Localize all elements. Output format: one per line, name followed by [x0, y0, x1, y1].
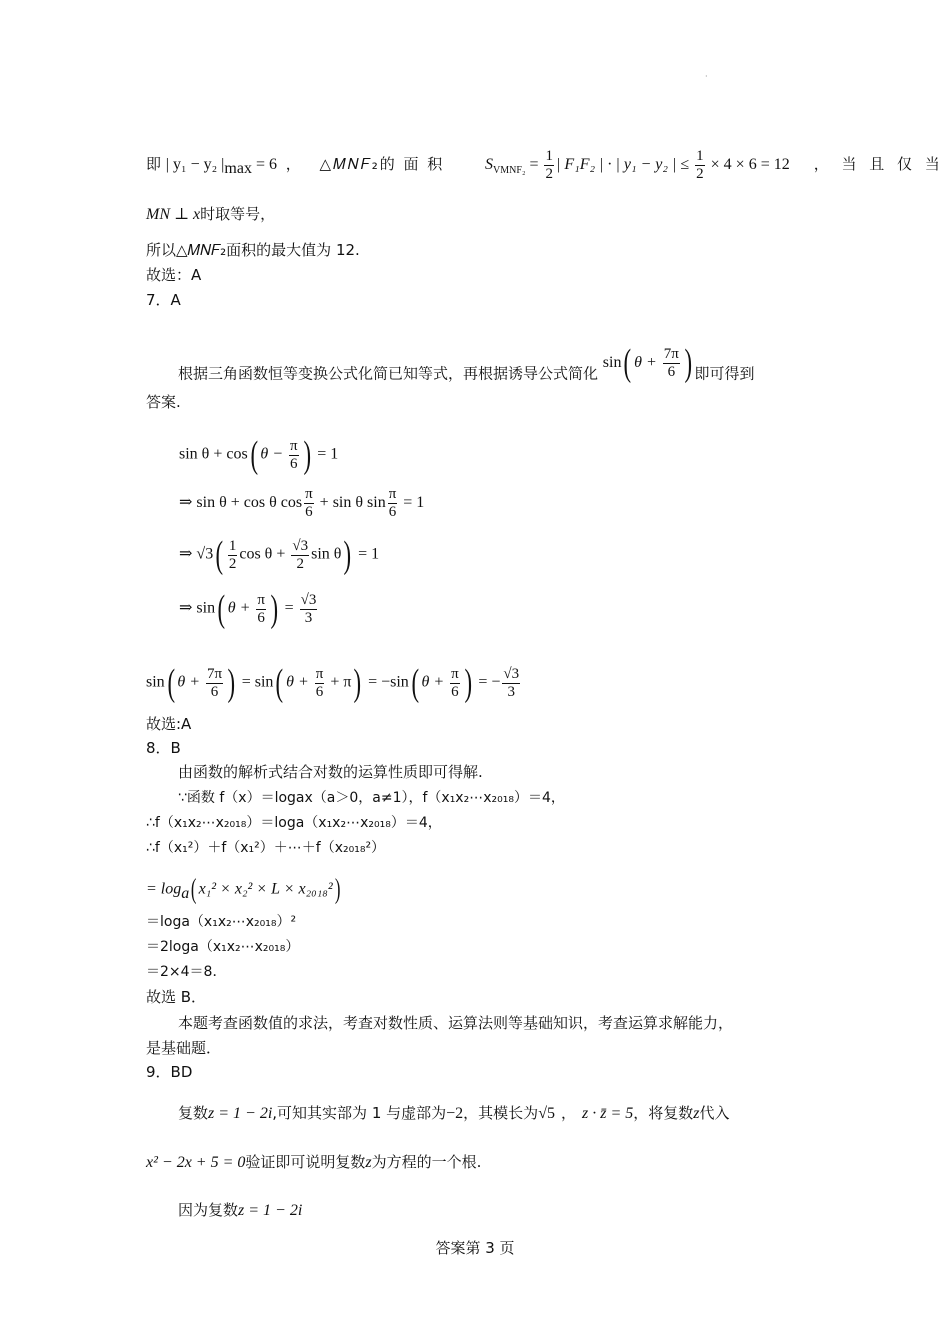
fraction — [228, 538, 238, 573]
line-q8-given: ∵函数 f（x）＝logax（a＞0，a≠1），f（x₁x₂⋯x₂₀₁₈）＝4， — [178, 790, 565, 806]
text: ，其模长为 — [463, 1104, 539, 1122]
z-var: z — [365, 1154, 372, 1171]
eq-text: + π — [326, 673, 352, 691]
area-end: × 4 × 6 = 12 — [706, 156, 790, 174]
fraction — [450, 666, 460, 701]
triangle-area-label: △𝑀𝑁𝐹₂的 面 积 — [319, 155, 445, 174]
frac-den: 2 — [296, 555, 304, 572]
frac-num: π — [305, 486, 313, 502]
frac-den: 2 — [696, 166, 704, 182]
eq-line-2 — [179, 486, 424, 521]
paren: ) — [334, 874, 341, 905]
paren: ) — [270, 588, 279, 630]
fraction — [289, 438, 299, 473]
paren: ) — [464, 662, 472, 704]
eq-sign: = — [525, 156, 543, 174]
area-s: S — [485, 156, 494, 174]
eq-text: = 1 — [313, 445, 339, 463]
text: 因为复数 — [178, 1201, 239, 1219]
paren: ) — [303, 434, 311, 476]
page-footer: 答案第 3 页 — [435, 1239, 515, 1257]
eq-text: sin θ — [311, 545, 342, 563]
frac-den: 6 — [210, 683, 219, 700]
line-q8-step5: ＝2loga（x₁x₂⋯x₂₀₁₈） — [146, 939, 300, 955]
log-arg: x₁² × x₂² × L × x₂₀₁₈² — [198, 880, 333, 898]
eq-line-1 — [179, 436, 338, 474]
frac-num: 1 — [228, 537, 237, 554]
line-q8-step4: ＝loga（x₁x₂⋯x₂₀₁₈）² — [146, 914, 297, 930]
line-answer-8: 故选 B． — [146, 988, 207, 1006]
question-7-heading: 7．A — [146, 291, 181, 309]
eq-text: + sin θ sin — [315, 494, 386, 512]
fraction — [256, 592, 266, 627]
text: 时取等号， — [200, 205, 276, 223]
frac-den: 6 — [305, 504, 313, 520]
sin-label: sin — [602, 353, 622, 371]
text-tail: ， 当 且 仅 当 — [813, 155, 944, 174]
text: 代入 — [699, 1104, 730, 1122]
fraction — [695, 148, 705, 183]
eq-text: = 1 — [354, 545, 380, 563]
eq-text: θ + — [286, 673, 313, 691]
paren: ( — [624, 342, 632, 384]
line-q8-step6: ＝2×4＝8． — [146, 964, 227, 980]
paren: ( — [215, 534, 224, 576]
line-conclusion: 所以△𝑀𝑁𝐹₂面积的最大值为 12. — [146, 241, 360, 259]
frac-den: 2 — [545, 166, 553, 182]
paren: ( — [250, 434, 258, 476]
line-q8-hint: 由函数的解析式结合对数的运算性质即可得解. — [178, 763, 483, 781]
quadratic-eq: x² − 2x + 5 = 0 — [146, 1154, 246, 1171]
text-tail: 即可得到 — [694, 364, 755, 383]
text: 为方程的一个根. — [371, 1153, 482, 1171]
line-answer-6: 故选：A — [146, 266, 202, 284]
fraction — [206, 666, 223, 701]
frac-num: 1 — [696, 148, 704, 164]
top-dot: · — [705, 72, 708, 81]
line-answer-word: 答案. — [146, 393, 181, 411]
z-expr: z = 1 − 2i — [238, 1202, 303, 1219]
text: 根据三角函数恒等变换公式化简已知等式，再根据诱导公式简化 — [178, 364, 599, 383]
abs-max-sub: max — [224, 160, 252, 178]
perp-expr: MN ⊥ x — [146, 206, 201, 223]
line-equality-condition — [146, 204, 275, 225]
line-q8-comment-2: 是基础题． — [146, 1039, 222, 1057]
fraction — [304, 486, 314, 521]
frac-den: 6 — [290, 455, 298, 472]
eq-text: ⇒ sin θ + cos θ cos — [179, 494, 303, 512]
frac-num: 1 — [545, 148, 553, 164]
log-base: a — [181, 884, 190, 902]
eq-text: = −sin — [364, 673, 409, 691]
paren: ) — [227, 662, 236, 704]
theta: θ + — [634, 353, 661, 371]
line-answer-7: 故选:A — [146, 715, 192, 733]
eq-text: = sin — [237, 673, 274, 691]
eq-text: = 1 — [399, 494, 425, 512]
paren: ) — [684, 342, 692, 384]
z-product: z · z̄ = 5 — [581, 1105, 634, 1122]
fraction — [544, 148, 554, 183]
frac-den: 6 — [667, 363, 676, 380]
paren: ) — [343, 534, 352, 576]
eq-line-4 — [179, 590, 319, 628]
frac-num: π — [315, 665, 324, 682]
frac-num: √3 — [503, 665, 520, 682]
frac-den: 6 — [315, 683, 324, 700]
fraction — [502, 666, 520, 701]
frac-den: 6 — [451, 683, 459, 700]
text: ，将复数 — [633, 1104, 694, 1122]
frac-num: 7π — [663, 345, 679, 362]
paren: ( — [217, 588, 226, 630]
line-q9-hint-2 — [146, 1152, 481, 1173]
text: 复数 — [178, 1104, 209, 1122]
frac-num: π — [290, 437, 298, 454]
line-q8-step3 — [146, 876, 342, 904]
area-body: | F₁F₂ | · | y₁ − y₂ | ≤ — [555, 156, 694, 174]
line-q9-hint-1 — [178, 1103, 730, 1124]
neg-two: −2 — [446, 1105, 464, 1122]
fraction — [388, 486, 398, 521]
eq-text: ⇒ sin — [179, 599, 216, 617]
paren: ( — [191, 874, 197, 905]
frac-den: 6 — [257, 609, 265, 626]
comma: ， — [285, 155, 301, 174]
eq-text: θ + — [421, 673, 449, 691]
eq-line-3 — [179, 536, 379, 574]
frac-num: π — [257, 591, 265, 608]
text-ji: 即 — [146, 155, 162, 174]
paren: ( — [167, 662, 175, 704]
fraction — [663, 346, 680, 381]
eq-text: sin — [146, 673, 165, 691]
z-var: z — [693, 1105, 700, 1122]
paren: ) — [353, 662, 362, 704]
frac-num: √3 — [300, 591, 317, 608]
line-q8-comment-1: 本题考查函数值的求法，考查对数性质、运算法则等基础知识，考查运算求解能力， — [178, 1014, 734, 1032]
eq-text: cos θ + — [239, 545, 290, 563]
abs-expr: | y₁ − y₂ | — [165, 156, 225, 174]
line-area-statement — [146, 148, 944, 183]
eq-line-5 — [146, 664, 522, 702]
eq-text: = — [280, 599, 298, 617]
eq-text: θ + — [177, 673, 204, 691]
frac-num: √3 — [292, 537, 309, 554]
area-sub: VMNF₂ — [493, 165, 526, 177]
line-q8-step1: ∴f（x₁x₂⋯x₂₀₁₈）＝loga（x₁x₂⋯x₂₀₁₈）＝4， — [146, 815, 442, 831]
sqrt-five: √5 — [538, 1105, 555, 1122]
fraction — [300, 592, 318, 627]
fraction — [315, 666, 325, 701]
frac-den: 3 — [304, 609, 313, 626]
eq-text: = − — [474, 673, 501, 691]
abs-eq: = 6 — [251, 156, 277, 174]
eq-text: θ + — [227, 599, 255, 617]
fraction — [291, 538, 309, 573]
question-9-heading: 9．BD — [146, 1063, 193, 1081]
text: 验证即可说明复数 — [245, 1153, 366, 1171]
paren: ( — [275, 662, 284, 704]
eq-text: θ − — [260, 445, 287, 463]
line-q8-step2: ∴f（x₁²）＋f（x₁²）＋⋯＋f（x₂₀₁₈²） — [146, 840, 386, 856]
frac-den: 2 — [228, 555, 237, 572]
text: ,可知其实部为 1 与虚部为 — [272, 1104, 447, 1122]
frac-num: π — [451, 665, 459, 682]
frac-num: π — [388, 486, 397, 502]
text: ， — [560, 1104, 576, 1122]
log-text: = log — [146, 880, 182, 898]
eq-text: sin θ + cos — [179, 445, 248, 463]
line-q9-start — [178, 1200, 302, 1221]
area-formula — [485, 148, 794, 182]
eq-text: ⇒ √3 — [179, 545, 214, 563]
frac-den: 6 — [388, 504, 397, 520]
question-8-heading: 8．B — [146, 739, 181, 757]
frac-den: 3 — [507, 683, 515, 700]
paren: ( — [411, 662, 419, 704]
z-expr: z = 1 − 2i — [208, 1105, 273, 1122]
frac-num: 7π — [206, 665, 223, 682]
